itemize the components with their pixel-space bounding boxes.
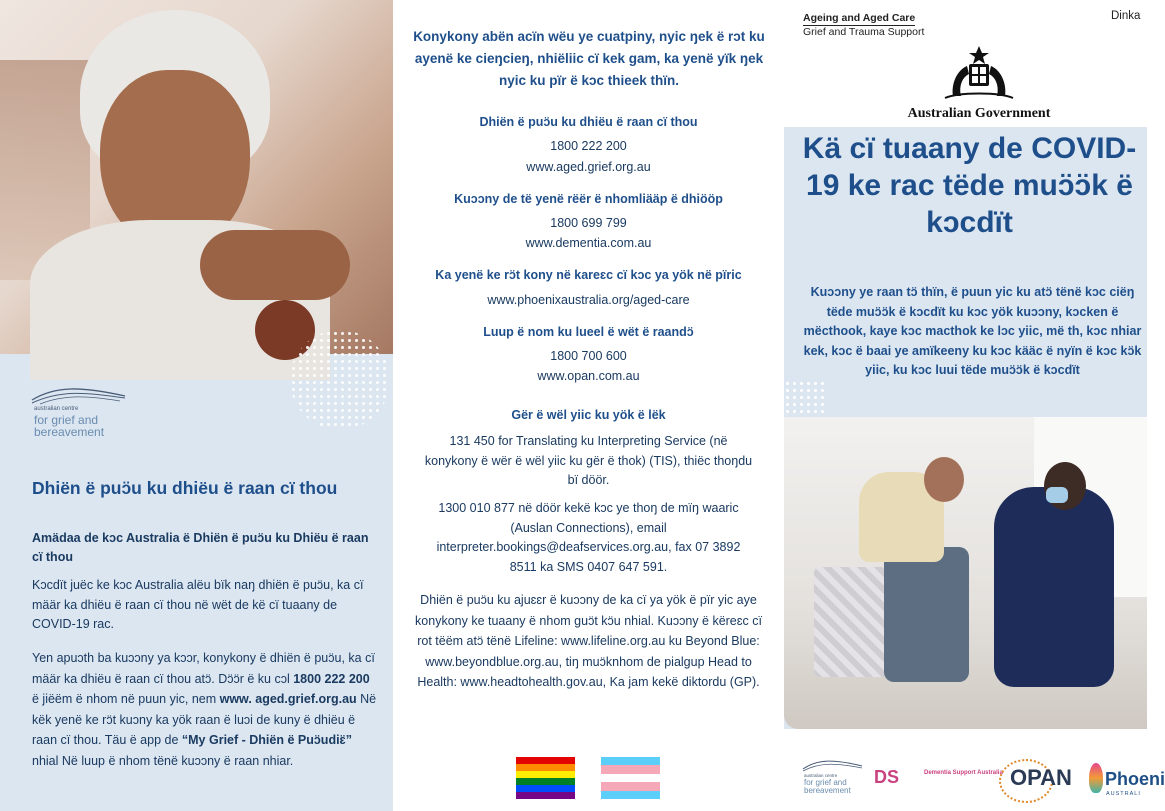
left-subheading: Amädaa de kɔc Australia ë Dhiën ë puɔ̈u ku Dhiëu ë raan cï thou bbox=[32, 531, 369, 564]
service-phone-advocacy: 1800 700 600 bbox=[550, 349, 627, 363]
service-title-grief: Dhiën ë puɔ̈u ku dhiëu ë raan cï thou bbox=[479, 115, 698, 129]
service-link-trauma[interactable]: www.phoenixaustralia.org/aged-care bbox=[487, 293, 690, 307]
acgb-logo bbox=[30, 384, 140, 446]
intro-text: Kuɔɔny ye raan tɔ̈ thïn, ë puun yic ku atɔ̈ tënë kɔc ciëŋ tëde muɔ̈ɔ̈k ë kɔcdït ku kɔc yök kuɔɔny, kɔcken ë mëcthook, kaye kɔc macthok ke lɔc yiic, më th, kɔc nhiar kek, kɔc ë baai ye amïkeeny ku kɔc kääc ë nyïn ë kɔc kɔ̈k yiic, ku kɔc luui tëde muɔ̈ɔ̈k ë kɔcdït bbox=[803, 285, 1142, 377]
acgb-logo-small bbox=[802, 757, 864, 799]
phoenix-australia-subtext: AUSTRALI bbox=[1106, 791, 1141, 797]
phoenix-australia-logo: Phoeni bbox=[1105, 769, 1165, 789]
partner-logos bbox=[784, 729, 1165, 811]
australian-government-wordmark: Australian Government bbox=[907, 106, 1051, 121]
left-heading: Dhiën ë puɔ̈u ku dhiëu ë raan cï thou bbox=[32, 478, 338, 498]
service-title-advocacy: Luup ë nom ku lueel ë wët ë raandɔ̈ bbox=[483, 325, 694, 339]
nurse-comforting-man-photo bbox=[784, 417, 1147, 729]
acgb-small-line: for grief and bereavement bbox=[804, 778, 851, 795]
department-name: Ageing and Aged Care bbox=[803, 12, 916, 24]
service-title-dementia: Kuɔɔny de të yenë rëër ë nhomliääp ë dhiööp bbox=[454, 192, 723, 206]
mental-health-support-text: Dhiën ë puɔ̈u ku ajuɛɛr ë kuɔɔny de ka cï ya yök ë pïr yic aye konykony ke tuaany ë nhom guɔ̈t kɔ̈u nhial. Kuɔɔny ë këreɛc cï rot tëëm atɔ̈ tënë Lifeline: www.lifeline.org.au ku Beyond Blue: www.beyondblue.org.au, tiŋ muɔ̈knhom de pialgup Head to Health: www.headtohealth.gov.au, Ka jam kekë diktordu (GP). bbox=[415, 593, 762, 689]
right-panel bbox=[784, 0, 1165, 811]
department-subtitle: Grief and Trauma Support bbox=[803, 26, 925, 38]
service-link-grief[interactable]: www.aged.grief.org.au bbox=[526, 160, 651, 174]
acgb-logo-line1: for grief and bbox=[34, 413, 99, 427]
coat-of-arms-icon bbox=[939, 44, 1019, 102]
rainbow-flag bbox=[516, 757, 575, 799]
phoenix-flame-icon bbox=[1089, 763, 1103, 793]
acgb-logo-small-text: australian centre bbox=[34, 406, 79, 412]
grief-website-link[interactable]: www. aged.grief.org.au bbox=[219, 692, 357, 706]
service-phone-dementia: 1800 699 799 bbox=[550, 216, 627, 230]
translation-service-text: 131 450 for Translating ku Interpreting Service (në konykony ë wër ë wël yiic ku gër ë thok) (TIS), thiëc thoŋdu bï döör. bbox=[424, 434, 753, 487]
dementia-support-text: Dementia Support Australia bbox=[924, 770, 1003, 776]
acgb-logo-line2: bereavement bbox=[34, 425, 105, 439]
service-title-trauma: Ka yenë ke rɔ̈t kony në kareɛc cï kɔc ya yök në pïric bbox=[435, 268, 742, 282]
opan-logo: OPAN bbox=[1010, 765, 1072, 790]
service-link-advocacy[interactable]: www.opan.com.au bbox=[537, 369, 640, 383]
left-paragraph-2: Yen apuɔth ba kuɔɔny ya kɔɔr, konykony ë dhiën ë puɔ̈u, ka cï määr ka dhiëu ë raan cï thou atɔ̈. Dɔ̈ɔ̈r ë ku cɔl 1800 222 200 ë jiëëm ë nhom në puun yic, nem www. aged.grief.org.au Në këk yenë ke rɔ̈t kuɔny ka yök raan ë luɔi de kuny ë dhiëu ë raan cï thou. Täu ë app de “My Grief - Dhiën ë Puɔ̈udiɛ̈” nhial Në luup ë nhom tënë kuɔɔny ë raan nhiar. bbox=[32, 651, 377, 768]
service-link-dementia[interactable]: www.dementia.com.au bbox=[525, 236, 652, 250]
services-intro: Konykony abën acïn wëu ye cuatpiny, nyic ŋek ë rɔt ku ayenë ke cieŋcieŋ, nhiëliic cï kek gam, ka yenë yïk ŋek nyic ku pïr ë kɔc thieek thïn. bbox=[413, 29, 765, 88]
dot-pattern-decoration bbox=[290, 330, 390, 430]
middle-panel bbox=[393, 0, 784, 811]
page-title: Kä cï tuaany de COVID-19 ke rac tëde muɔ̈ɔ̈k ë kɔcdït bbox=[802, 132, 1137, 239]
acgb-small-text: australian centre bbox=[804, 773, 838, 778]
language-label: Dinka bbox=[1111, 10, 1141, 22]
my-grief-app-name: “My Grief - Dhiën ë Puɔ̈udiɛ̈” bbox=[181, 733, 353, 747]
grief-phone-number: 1800 222 200 bbox=[293, 671, 370, 686]
left-paragraph-1: Kɔcdït juëc ke kɔc Australia alëu bïk naŋ dhiën ë puɔ̈u, ka cï määr ka dhiëu ë raan cï thou në wët de kë cï tuaany de COVID-19 rac. bbox=[32, 578, 364, 631]
transgender-flag bbox=[601, 757, 660, 799]
elderly-woman-photo bbox=[0, 0, 393, 354]
auslan-service-text: 1300 010 877 në döör kekë kɔc ye thoŋ de mïŋ waaric (Auslan Connections), email interpreter.bookings@deafservices.org.au, fax 07 3892 8511 ka SMS 0407 647 591. bbox=[436, 501, 741, 574]
service-phone-grief: 1800 222 200 bbox=[550, 139, 627, 153]
service-title-translation: Gër ë wël yiic ku yök ë lëk bbox=[511, 408, 666, 422]
dementia-support-logo: DS bbox=[874, 767, 900, 787]
left-panel bbox=[0, 0, 393, 811]
